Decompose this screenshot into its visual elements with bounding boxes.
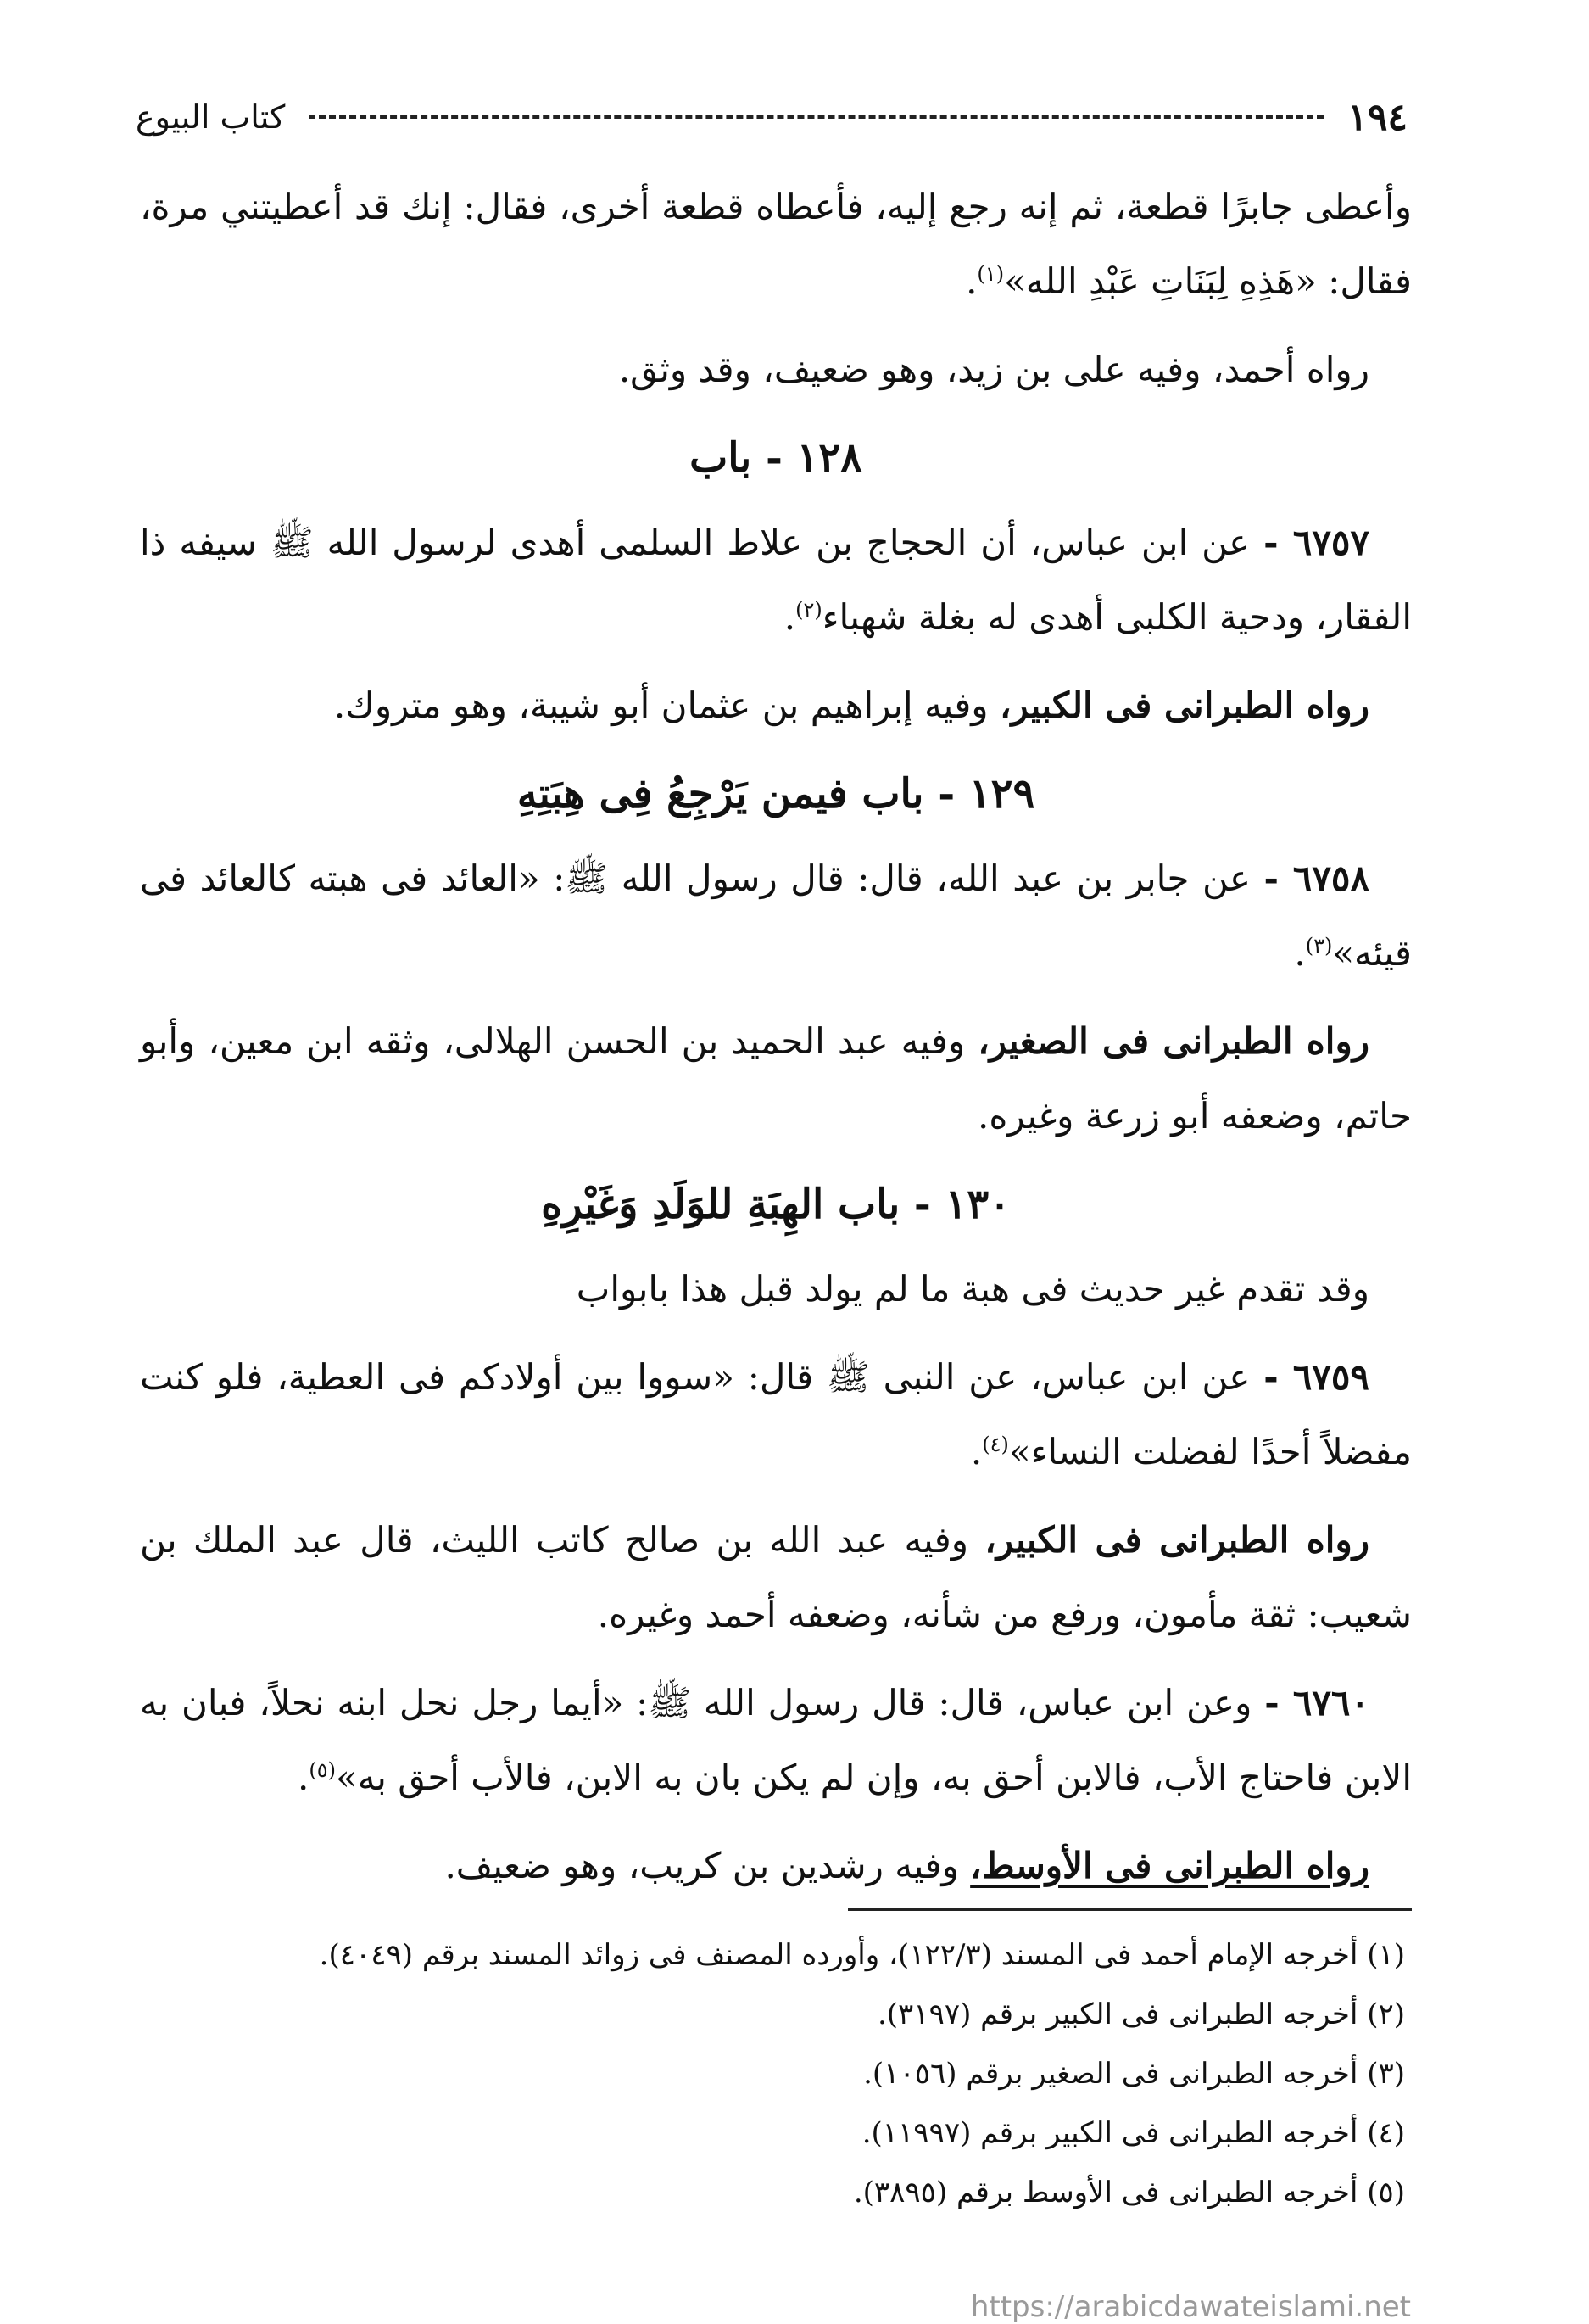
chapter-note: وقد تقدم غير حديث فى هبة ما لم يولد قبل هذا بابواب [576, 1268, 1369, 1310]
footnote-ref-3: (٣) [1305, 934, 1333, 958]
hadith-source-note: رواه أحمد، وفيه على بن زيد، وهو ضعيف، وقد وثق. [618, 349, 1369, 390]
hadith-source-note: رواه الطبرانى فى الكبير، وفيه إبراهيم بن عثمان أبو شيبة، وهو متروك. [333, 684, 1369, 726]
chapter-title-130: ١٣٠ - باب الهِبَةِ للوَلَدِ وَغَيْرِهِ [541, 1181, 1011, 1228]
footnote-4: (٤) أخرجه الطبرانى فى الكبير برقم (١١٩٩٧). [861, 2116, 1405, 2150]
hadith-6759: ٦٧٥٩ - عن ابن عباس، عن النبى ﷺ قال: «سووا بين أولادكم فى العطية، فلو كنت مفضلاً أحدًا لفضلت النساء»$^{(٤)}$. [140, 1356, 1412, 1472]
footnote-ref-4: (٤) [982, 1433, 1009, 1456]
footnotes [140, 1925, 1412, 2222]
hadith-source-note: رواه الطبرانى فى الأوسط، وفيه رشدين بن كريب، وهو ضعيف. [444, 1845, 1369, 1886]
header-dashed-rule [309, 115, 1324, 119]
hadith-6757: ٦٧٥٧ - عن ابن عباس، أن الحجاج بن علاط السلمى أهدى لرسول الله ﷺ سيفه ذا الفقار، ودحية الكلبى أهدى له بغلة شهباء$^{(٢)}$. [140, 522, 1412, 638]
running-title: كتاب البيوع [136, 98, 286, 136]
page-body [140, 170, 1412, 1917]
footnote-separator [848, 1908, 1412, 1911]
hadith-6760: ٦٧٦٠ - وعن ابن عباس، قال: قال رسول الله ﷺ: «أيما رجل نحل ابنه نحلاً، فبان به الابن فاحتاج الأب، فالابن أحق به، وإن لم يكن بان به الابن، فالأب أحق به»$^{(٥)}$. [140, 1682, 1412, 1798]
chapter-title-129: ١٢٩ - باب فيمن يَرْجِعُ فِى هِبَتِهِ [516, 770, 1035, 818]
page-header [136, 92, 1408, 142]
footnote-3: (٣) أخرجه الطبرانى فى الصغير برقم (١٠٥٦). [863, 2057, 1405, 2091]
footnote-2: (٢) أخرجه الطبرانى فى الكبير برقم (٣١٩٧). [877, 1997, 1405, 2031]
page-number: ١٩٤ [1347, 95, 1408, 139]
hadith-number: ٦٧٥٨ - [1263, 858, 1370, 899]
footnote-ref-2: (٢) [795, 598, 822, 622]
watermark-url: https://arabicdawateislami.net [970, 2290, 1411, 2324]
footnote-1: (١) أخرجه الإمام أحمد فى المسند (١٢٢/٣)، وأورده المصنف فى زوائد المسند برقم (٤٠٤٩). [319, 1938, 1405, 1972]
hadith-number: ٦٧٥٧ - [1263, 522, 1369, 563]
hadith-number: ٦٧٥٩ - [1263, 1356, 1369, 1398]
hadith-6758: ٦٧٥٨ - عن جابر بن عبد الله، قال: قال رسول الله ﷺ: «العائد فى هبته كالعائد فى قيئه»$^{(٣)}$. [140, 858, 1412, 974]
continued-hadith-text: وأعطى جابرًا قطعة، ثم إنه رجع إليه، فأعطاه قطعة أخرى، فقال: إنك قد أعطيتني مرة، فقال: «هَذِهِ لِبَنَاتِ عَبْدِ الله»$^{(١)}$. [140, 186, 1412, 302]
footnote-ref-1: (١) [977, 262, 1005, 286]
hadith-source-note: رواه الطبرانى فى الكبير، وفيه عبد الله بن صالح كاتب الليث، قال عبد الملك بن شعيب: ثقة مأمون، ورفع من شأنه، وضعفه أحمد وغيره. [140, 1519, 1412, 1635]
hadith-number: ٦٧٦٠ - [1264, 1682, 1369, 1723]
footnote-5: (٥) أخرجه الطبرانى فى الأوسط برقم (٣٨٩٥). [853, 2176, 1405, 2209]
footnote-ref-5: (٥) [309, 1758, 337, 1782]
hadith-source-note: رواه الطبرانى فى الصغير، وفيه عبد الحميد بن الحسن الهلالى، وثقه ابن معين، وأبو حاتم، وضعفه أبو زرعة وغيره. [140, 1020, 1412, 1137]
chapter-title-128: ١٢٨ - باب [689, 434, 862, 482]
